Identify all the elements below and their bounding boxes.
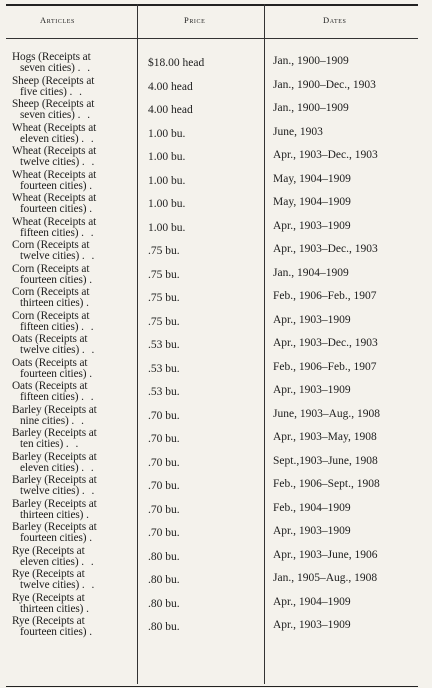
header-price: Price — [184, 15, 206, 25]
leader-dots: . — [89, 626, 95, 639]
leader-dots: . . — [81, 344, 97, 357]
table-row — [6, 334, 420, 358]
date-cell: Apr., 1903–1909 — [273, 525, 351, 537]
price-cell: .80 bu. — [148, 574, 180, 586]
article-line-1: Oats (Receipts at — [12, 333, 88, 345]
table-body — [6, 52, 420, 640]
table-row — [6, 76, 420, 100]
article-line-1: Sheep (Receipts at — [12, 98, 95, 110]
article-cell — [12, 264, 138, 286]
article-line-2-text: ten cities) — [20, 438, 64, 451]
leader-dots: . . — [81, 320, 96, 333]
article-line-1: Barley (Receipts at — [12, 474, 97, 486]
article-cell — [12, 616, 138, 638]
article-line-2 — [12, 87, 138, 98]
leader-dots: . — [89, 532, 95, 545]
leader-dots: . . — [81, 156, 97, 169]
article-line-2-text: fourteen cities) — [20, 367, 87, 380]
table-row — [6, 358, 420, 382]
leader-dots: . — [89, 367, 95, 380]
article-line-2 — [12, 580, 138, 591]
header-rule — [6, 38, 418, 39]
article-line-1: Rye (Receipts at — [12, 615, 85, 627]
article-line-1: Wheat (Receipts at — [12, 168, 97, 181]
price-cell: 1.00 bu. — [148, 198, 186, 210]
date-cell: Feb., 1904–1909 — [273, 501, 351, 514]
date-cell: Feb., 1906–Sept., 1908 — [273, 478, 380, 490]
article-line-2 — [12, 486, 138, 497]
table-row — [6, 240, 420, 264]
date-cell: May, 1904–1909 — [273, 196, 351, 208]
leader-dots: . . — [77, 62, 93, 75]
article-cell — [12, 405, 138, 427]
article-line-2-text: seven cities) — [20, 109, 75, 122]
price-cell: 1.00 bu. — [148, 174, 186, 187]
article-cell — [12, 170, 138, 192]
price-cell: .75 bu. — [148, 315, 180, 328]
article-line-1: Corn (Receipts at — [12, 309, 90, 322]
price-cell: $18.00 head — [148, 57, 205, 69]
article-cell — [12, 499, 138, 521]
article-cell — [12, 99, 138, 121]
leader-dots: . . — [77, 109, 93, 122]
article-cell — [12, 76, 138, 98]
price-cell: 1.00 bu. — [148, 221, 186, 234]
date-cell: Apr., 1903–Dec., 1903 — [273, 149, 378, 161]
article-cell — [12, 334, 138, 356]
leader-dots: . . — [81, 555, 96, 568]
article-line-1: Oats (Receipts at — [12, 380, 88, 392]
article-line-1: Barley (Receipts at — [12, 497, 97, 510]
article-cell — [12, 146, 138, 168]
article-line-1: Barley (Receipts at — [12, 427, 97, 439]
table-page — [6, 4, 420, 688]
article-cell — [12, 569, 138, 591]
article-line-2 — [12, 463, 138, 474]
article-line-2-text: fourteen cities) — [20, 626, 87, 639]
article-line-2 — [12, 322, 138, 333]
article-line-1: Barley (Receipts at — [12, 450, 97, 463]
price-cell: .70 bu. — [148, 456, 180, 469]
leader-dots: . . — [81, 226, 96, 239]
article-cell — [12, 311, 138, 333]
date-cell: Feb., 1906–Feb., 1907 — [273, 290, 377, 302]
date-cell: Jan., 1900–1909 — [273, 102, 349, 114]
article-line-2-text: fourteen cities) — [20, 532, 87, 545]
article-cell — [12, 240, 138, 262]
article-line-2-text: fifteen cities) — [20, 391, 79, 404]
article-line-1: Wheat (Receipts at — [12, 215, 97, 228]
leader-dots: . — [86, 297, 91, 310]
table-row — [6, 193, 420, 217]
article-line-2 — [12, 392, 138, 403]
article-line-2-text: fourteen cities) — [20, 179, 87, 192]
leader-dots: . — [86, 508, 91, 521]
article-line-2-text: fourteen cities) — [20, 273, 87, 286]
date-cell: Apr., 1903–1909 — [273, 384, 351, 396]
table-row — [6, 475, 420, 499]
leader-dots: . — [89, 203, 95, 216]
price-cell: .75 bu. — [148, 245, 180, 257]
date-cell: June, 1903–Aug., 1908 — [273, 407, 381, 420]
article-line-2-text: seven cities) — [20, 62, 75, 75]
article-cell — [12, 593, 138, 615]
article-line-2 — [12, 298, 138, 309]
leader-dots: . . — [71, 414, 86, 427]
table-row — [6, 287, 420, 311]
header-dates: Dates — [323, 15, 347, 25]
article-line-2-text: eleven cities) — [20, 555, 79, 568]
date-cell: Sept.,1903–June, 1908 — [273, 454, 378, 467]
leader-dots: . . — [81, 132, 96, 145]
article-line-1: Corn (Receipts at — [12, 239, 90, 251]
table-row — [6, 99, 420, 123]
article-line-2 — [12, 275, 138, 286]
article-line-2 — [12, 228, 138, 239]
header-articles: Articles — [40, 15, 75, 25]
article-line-2-text: eleven cities) — [20, 132, 79, 145]
table-row — [6, 217, 420, 241]
article-cell — [12, 193, 138, 215]
date-cell: Apr., 1904–1909 — [273, 595, 351, 608]
price-cell: .75 bu. — [148, 292, 180, 304]
article-cell — [12, 428, 138, 450]
date-cell: June, 1903 — [273, 125, 323, 138]
price-cell: .70 bu. — [148, 480, 180, 492]
price-cell: .80 bu. — [148, 597, 180, 610]
price-cell: 4.00 head — [148, 104, 193, 116]
table-row — [6, 405, 420, 429]
article-line-2 — [12, 251, 138, 262]
leader-dots: . — [89, 273, 95, 286]
article-cell — [12, 452, 138, 474]
leader-dots: . . — [81, 461, 96, 474]
leader-dots: . . — [69, 85, 85, 98]
article-line-2-text: twelve cities) — [20, 250, 80, 263]
date-cell: Apr., 1903–May, 1908 — [273, 431, 377, 443]
date-cell: Jan., 1905–Aug., 1908 — [273, 572, 378, 584]
table-row — [6, 311, 420, 335]
date-cell: Apr., 1903–Dec., 1903 — [273, 337, 378, 349]
price-cell: .70 bu. — [148, 433, 180, 445]
article-line-2-text: thirteen cities) — [20, 508, 84, 521]
date-cell: Apr., 1903–June, 1906 — [273, 548, 378, 561]
article-line-2-text: twelve cities) — [20, 156, 80, 169]
article-line-1: Rye (Receipts at — [12, 544, 85, 557]
article-line-2 — [12, 157, 138, 168]
table-row — [6, 452, 420, 476]
table-row — [6, 522, 420, 546]
table-bottom-rule — [6, 686, 418, 687]
price-cell: 4.00 head — [148, 80, 193, 93]
article-line-1: Rye (Receipts at — [12, 568, 85, 580]
article-line-1: Wheat (Receipts at — [12, 192, 97, 204]
article-line-2-text: five cities) — [20, 85, 67, 98]
table-row — [6, 146, 420, 170]
article-line-2-text: twelve cities) — [20, 344, 80, 357]
article-line-2 — [12, 63, 138, 74]
price-cell: .70 bu. — [148, 527, 180, 539]
price-cell: .53 bu. — [148, 386, 180, 398]
article-cell — [12, 475, 138, 497]
article-line-2-text: thirteen cities) — [20, 602, 84, 615]
leader-dots: . . — [81, 485, 97, 498]
article-line-1: Barley (Receipts at — [12, 403, 97, 416]
price-cell: .53 bu. — [148, 362, 180, 375]
date-cell: Apr., 1903–1909 — [273, 219, 351, 232]
price-cell: .70 bu. — [148, 503, 180, 516]
article-line-2-text: fourteen cities) — [20, 203, 87, 216]
article-line-1: Sheep (Receipts at — [12, 74, 95, 87]
article-line-1: Wheat (Receipts at — [12, 121, 97, 134]
article-line-2-text: twelve cities) — [20, 579, 80, 592]
table-row — [6, 52, 420, 76]
article-cell — [12, 522, 138, 544]
article-line-2 — [12, 134, 138, 145]
article-line-2-text: nine cities) — [20, 414, 69, 427]
price-cell: .70 bu. — [148, 409, 180, 422]
article-line-2 — [12, 557, 138, 568]
article-line-1: Wheat (Receipts at — [12, 145, 97, 157]
article-cell — [12, 287, 138, 309]
article-line-2-text: fifteen cities) — [20, 226, 79, 239]
article-cell — [12, 381, 138, 403]
article-line-2 — [12, 204, 138, 215]
leader-dots: . — [86, 602, 91, 615]
article-line-2 — [12, 510, 138, 521]
article-cell — [12, 52, 138, 74]
leader-dots: . . — [81, 250, 97, 263]
article-line-2 — [12, 416, 138, 427]
table-row — [6, 616, 420, 640]
date-cell: Jan., 1900–Dec., 1903 — [273, 78, 376, 91]
article-cell — [12, 217, 138, 239]
table-row — [6, 499, 420, 523]
article-line-1: Hogs (Receipts at — [12, 51, 91, 63]
article-cell — [12, 123, 138, 145]
article-line-1: Barley (Receipts at — [12, 521, 97, 533]
table-row — [6, 593, 420, 617]
article-line-2 — [12, 369, 138, 380]
date-cell: May, 1904–1909 — [273, 172, 351, 185]
article-line-1: Corn (Receipts at — [12, 286, 90, 298]
date-cell: Apr., 1903–1909 — [273, 313, 351, 326]
date-cell: Apr., 1903–1909 — [273, 619, 351, 631]
date-cell: Jan., 1904–1909 — [273, 266, 349, 279]
table-row — [6, 264, 420, 288]
date-cell: Apr., 1903–Dec., 1903 — [273, 243, 378, 255]
date-cell: Feb., 1906–Feb., 1907 — [273, 360, 377, 373]
table-row — [6, 381, 420, 405]
article-line-2 — [12, 110, 138, 121]
price-cell: .80 bu. — [148, 550, 180, 563]
leader-dots: . . — [65, 438, 81, 451]
price-cell: 1.00 bu. — [148, 127, 186, 140]
article-line-2 — [12, 604, 138, 615]
price-cell: .80 bu. — [148, 621, 180, 633]
article-cell — [12, 546, 138, 568]
article-cell — [12, 358, 138, 380]
table-row — [6, 569, 420, 593]
article-line-2-text: eleven cities) — [20, 461, 79, 474]
table-top-rule — [6, 4, 418, 6]
article-line-1: Corn (Receipts at — [12, 262, 90, 275]
price-cell: .75 bu. — [148, 268, 180, 281]
article-line-2 — [12, 181, 138, 192]
leader-dots: . — [89, 179, 95, 192]
article-line-2-text: thirteen cities) — [20, 297, 84, 310]
article-line-2-text: twelve cities) — [20, 485, 80, 498]
leader-dots: . . — [81, 391, 96, 404]
table-row — [6, 546, 420, 570]
article-line-2 — [12, 533, 138, 544]
article-line-2 — [12, 345, 138, 356]
article-line-1: Rye (Receipts at — [12, 591, 85, 604]
table-row — [6, 170, 420, 194]
article-line-2-text: fifteen cities) — [20, 320, 79, 333]
leader-dots: . . — [81, 579, 97, 592]
article-line-1: Oats (Receipts at — [12, 356, 88, 369]
table-row — [6, 123, 420, 147]
price-cell: 1.00 bu. — [148, 151, 186, 163]
table-row — [6, 428, 420, 452]
article-line-2 — [12, 627, 138, 638]
date-cell: Jan., 1900–1909 — [273, 55, 349, 67]
price-cell: .53 bu. — [148, 339, 180, 351]
article-line-2 — [12, 439, 138, 450]
